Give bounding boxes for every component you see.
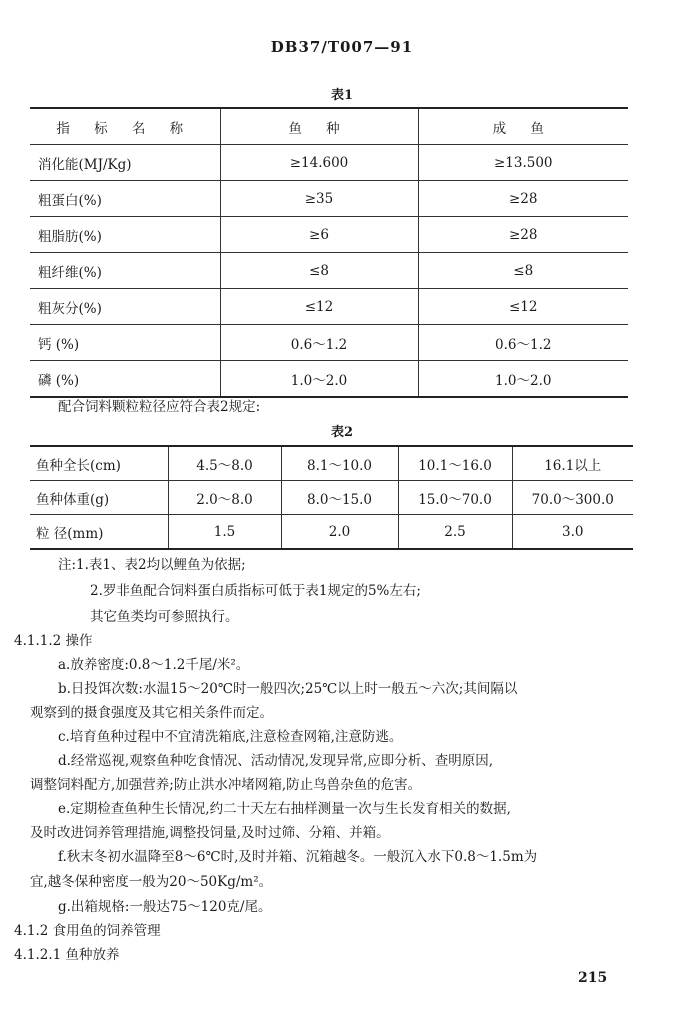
section-heading: 4.1.1.2 操作 xyxy=(14,633,93,649)
table-row xyxy=(30,515,633,550)
table-cell: 16.1以上 xyxy=(512,446,633,481)
note-line: 其它鱼类均可参照执行。 xyxy=(90,609,239,625)
table-cell: 消化能(MJ/Kg) xyxy=(30,145,220,181)
table-cell: 8.1～10.0 xyxy=(281,446,398,481)
table1-header-cell: 成 鱼 xyxy=(418,108,628,145)
table-cell: 1.0～2.0 xyxy=(418,361,628,398)
table-cell: 粗纤维(%) xyxy=(30,253,220,289)
table-cell: 10.1～16.0 xyxy=(398,446,512,481)
item-f-line2: 宜,越冬保种密度一般为20～50Kg/m²。 xyxy=(30,874,273,890)
table-cell: 鱼种体重(g) xyxy=(30,481,168,515)
table1-header-cell: 鱼 种 xyxy=(220,108,418,145)
table-cell: ≥6 xyxy=(220,217,418,253)
table-cell: 钙 (%) xyxy=(30,325,220,361)
table-cell: ≥14.600 xyxy=(220,145,418,181)
table-row xyxy=(30,289,628,325)
table-cell: 粗灰分(%) xyxy=(30,289,220,325)
table1 xyxy=(30,107,628,398)
table2-caption: 表2 xyxy=(330,425,354,440)
item-c: c.培育鱼种过程中不宜清洗箱底,注意检查网箱,注意防逃。 xyxy=(58,729,403,745)
section-heading: 4.1.2.1 鱼种放养 xyxy=(14,947,120,963)
table-cell: ≥13.500 xyxy=(418,145,628,181)
table-cell: ≤12 xyxy=(418,289,628,325)
item-e-line2: 及时改进饲养管理措施,调整投饲量,及时过筛、分箱、并箱。 xyxy=(30,825,390,841)
table-cell: 4.5～8.0 xyxy=(168,446,281,481)
table-cell: 70.0～300.0 xyxy=(512,481,633,515)
table-cell: 2.0 xyxy=(281,515,398,550)
table-row xyxy=(30,217,628,253)
table1-caption: 表1 xyxy=(330,88,354,103)
table-cell: 3.0 xyxy=(512,515,633,550)
section-heading: 4.1.2 食用鱼的饲养管理 xyxy=(14,923,161,939)
item-d-line1: d.经常巡视,观察鱼种吃食情况、活动情况,发现异常,应即分析、查明原因, xyxy=(58,753,494,769)
item-b-line1: b.日投饵次数:水温15～20℃时一般四次;25℃以上时一般五～六次;其间隔以 xyxy=(58,681,518,697)
table-cell: 2.0～8.0 xyxy=(168,481,281,515)
note-line: 注:1.表1、表2均以鲤鱼为依据; xyxy=(58,557,246,573)
item-d-line2: 调整饲料配方,加强营养;防止洪水冲堵网箱,防止鸟兽杂鱼的危害。 xyxy=(30,777,422,793)
item-e-line1: e.定期检查鱼种生长情况,约二十天左右抽样测量一次与生长发育相关的数据, xyxy=(58,801,511,817)
item-a: a.放养密度:0.8～1.2千尾/米²。 xyxy=(58,657,250,673)
item-b-line2: 观察到的摄食强度及其它相关条件而定。 xyxy=(30,705,273,721)
table-cell: ≥28 xyxy=(418,181,628,217)
table-cell: 15.0～70.0 xyxy=(398,481,512,515)
table2 xyxy=(30,445,633,550)
standard-number-header: DB37/T007—91 xyxy=(270,38,414,56)
table-row xyxy=(30,253,628,289)
page-number: 215 xyxy=(578,970,608,986)
table-cell: 粗脂肪(%) xyxy=(30,217,220,253)
table-cell: 8.0～15.0 xyxy=(281,481,398,515)
table-row xyxy=(30,481,633,515)
table-cell: 磷 (%) xyxy=(30,361,220,398)
table-cell: 1.0～2.0 xyxy=(220,361,418,398)
table-cell: 粗蛋白(%) xyxy=(30,181,220,217)
table1-header-row xyxy=(30,108,628,145)
table-row xyxy=(30,181,628,217)
item-f-line1: f.秋末冬初水温降至8～6℃时,及时并箱、沉箱越冬。一般沉入水下0.8～1.5m为 xyxy=(58,849,538,865)
table-cell: ≥28 xyxy=(418,217,628,253)
table-row xyxy=(30,446,633,481)
item-g: g.出箱规格:一般达75～120克/尾。 xyxy=(58,899,272,915)
table-cell: 鱼种全长(cm) xyxy=(30,446,168,481)
table-cell: 1.5 xyxy=(168,515,281,550)
table2-intro-text: 配合饲料颗粒粒径应符合表2规定: xyxy=(58,399,261,415)
table-cell: 2.5 xyxy=(398,515,512,550)
table1-header-cell: 指 标 名 称 xyxy=(30,108,220,145)
table-cell: ≤12 xyxy=(220,289,418,325)
table-row xyxy=(30,325,628,361)
table-row xyxy=(30,361,628,398)
note-line: 2.罗非鱼配合饲料蛋白质指标可低于表1规定的5%左右; xyxy=(90,583,421,599)
table-row xyxy=(30,145,628,181)
table-cell: 粒 径(mm) xyxy=(30,515,168,550)
table-cell: 0.6～1.2 xyxy=(220,325,418,361)
table-cell: ≤8 xyxy=(220,253,418,289)
table-cell: ≤8 xyxy=(418,253,628,289)
table-cell: ≥35 xyxy=(220,181,418,217)
table-cell: 0.6～1.2 xyxy=(418,325,628,361)
